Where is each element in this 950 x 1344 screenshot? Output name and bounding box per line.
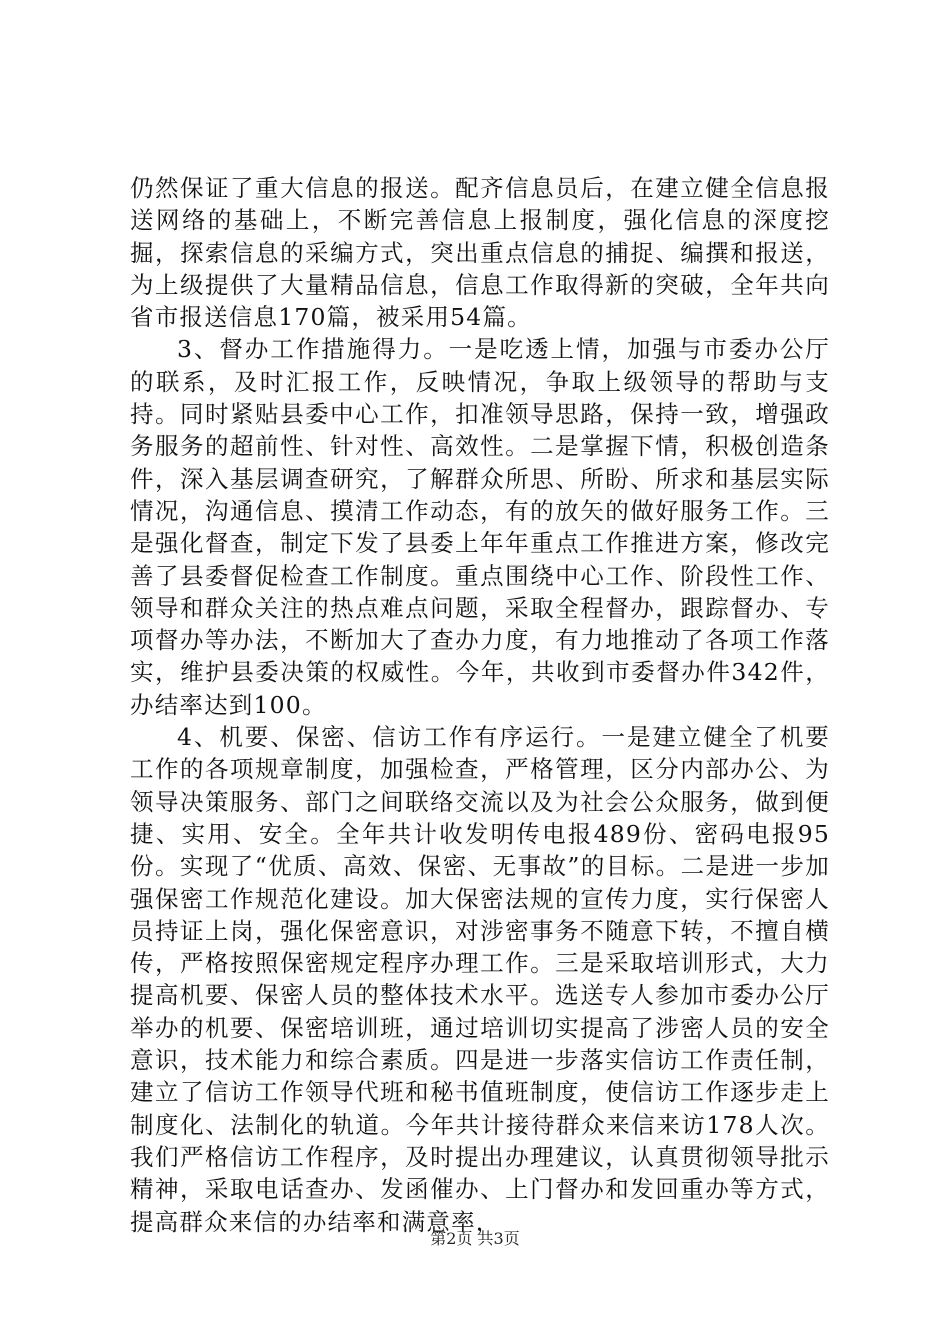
paragraph-continued: 仍然保证了重大信息的报送。配齐信息员后，在建立健全信息报送网络的基础上，不断完善信息上报制度，强化信息的深度挖掘，探索信息的采编方式，突出重点信息的捕捉、编撰和报送，为上级提供了大量精品信息，信息工作取得新的突破，全年共向省市报送信息170篇，被采用54篇。	[130, 174, 830, 332]
paragraph-confidential-petition: 4、机要、保密、信访工作有序运行。一是建立健全了机要工作的各项规章制度，加强检查，严格管理，区分内部办公、为领导决策服务、部门之间联络交流以及为社会公众服务，做到便捷、实用、安全。全年共计收发明传电报489份、密码电报95份。实现了“优质、高效、保密、无事故”的目标。二是进一步加强保密工作规范化建设。加大保密法规的宣传力度，实行保密人员持证上岗，强化保密意识，对涉密事务不随意下转，不擅自横传，严格按照保密规定程序办理工作。三是采取培训形式，大力提高机要、保密人员的整体技术水平。选送专人参加市委办公厅举办的机要、保密培训班，通过培训切实提高了涉密人员的安全意识，技术能力和综合素质。四是进一步落实信访工作责任制，建立了信访工作领导代班和秘书值班制度，使信访工作逐步走上制度化、法制化的轨道。今年共计接待群众来信来访178人次。我们严格信访工作程序，及时提出办理建议，认真贯彻领导批示精神，采取电话查办、发函催办、上门督办和发回重办等方式，提高群众来信的办结率和满意率，	[130, 723, 830, 1236]
paragraph-supervision: 3、督办工作措施得力。一是吃透上情，加强与市委办公厅的联系，及时汇报工作，反映情况，争取上级领导的帮助与支持。同时紧贴县委中心工作，扣准领导思路，保持一致，增强政务服务的超前性、针对性、高效性。二是掌握下情，积极创造条件，深入基层调查研究，了解群众所思、所盼、所求和基层实际情况，沟通信息、摸清工作动态，有的放矢的做好服务工作。三是强化督查，制定下发了县委上年年重点工作推进方案，修改完善了县委督促检查工作制度。重点围绕中心工作、阶段性工作、领导和群众关注的热点难点问题，采取全程督办，跟踪督办、专项督办等办法，不断加大了查办力度，有力地推动了各项工作落实，维护县委决策的权威性。今年，共收到市委督办件342件，办结率达到100。	[130, 335, 830, 719]
document-body	[130, 172, 830, 1238]
page-footer: 第2页 共3页	[430, 1229, 520, 1248]
